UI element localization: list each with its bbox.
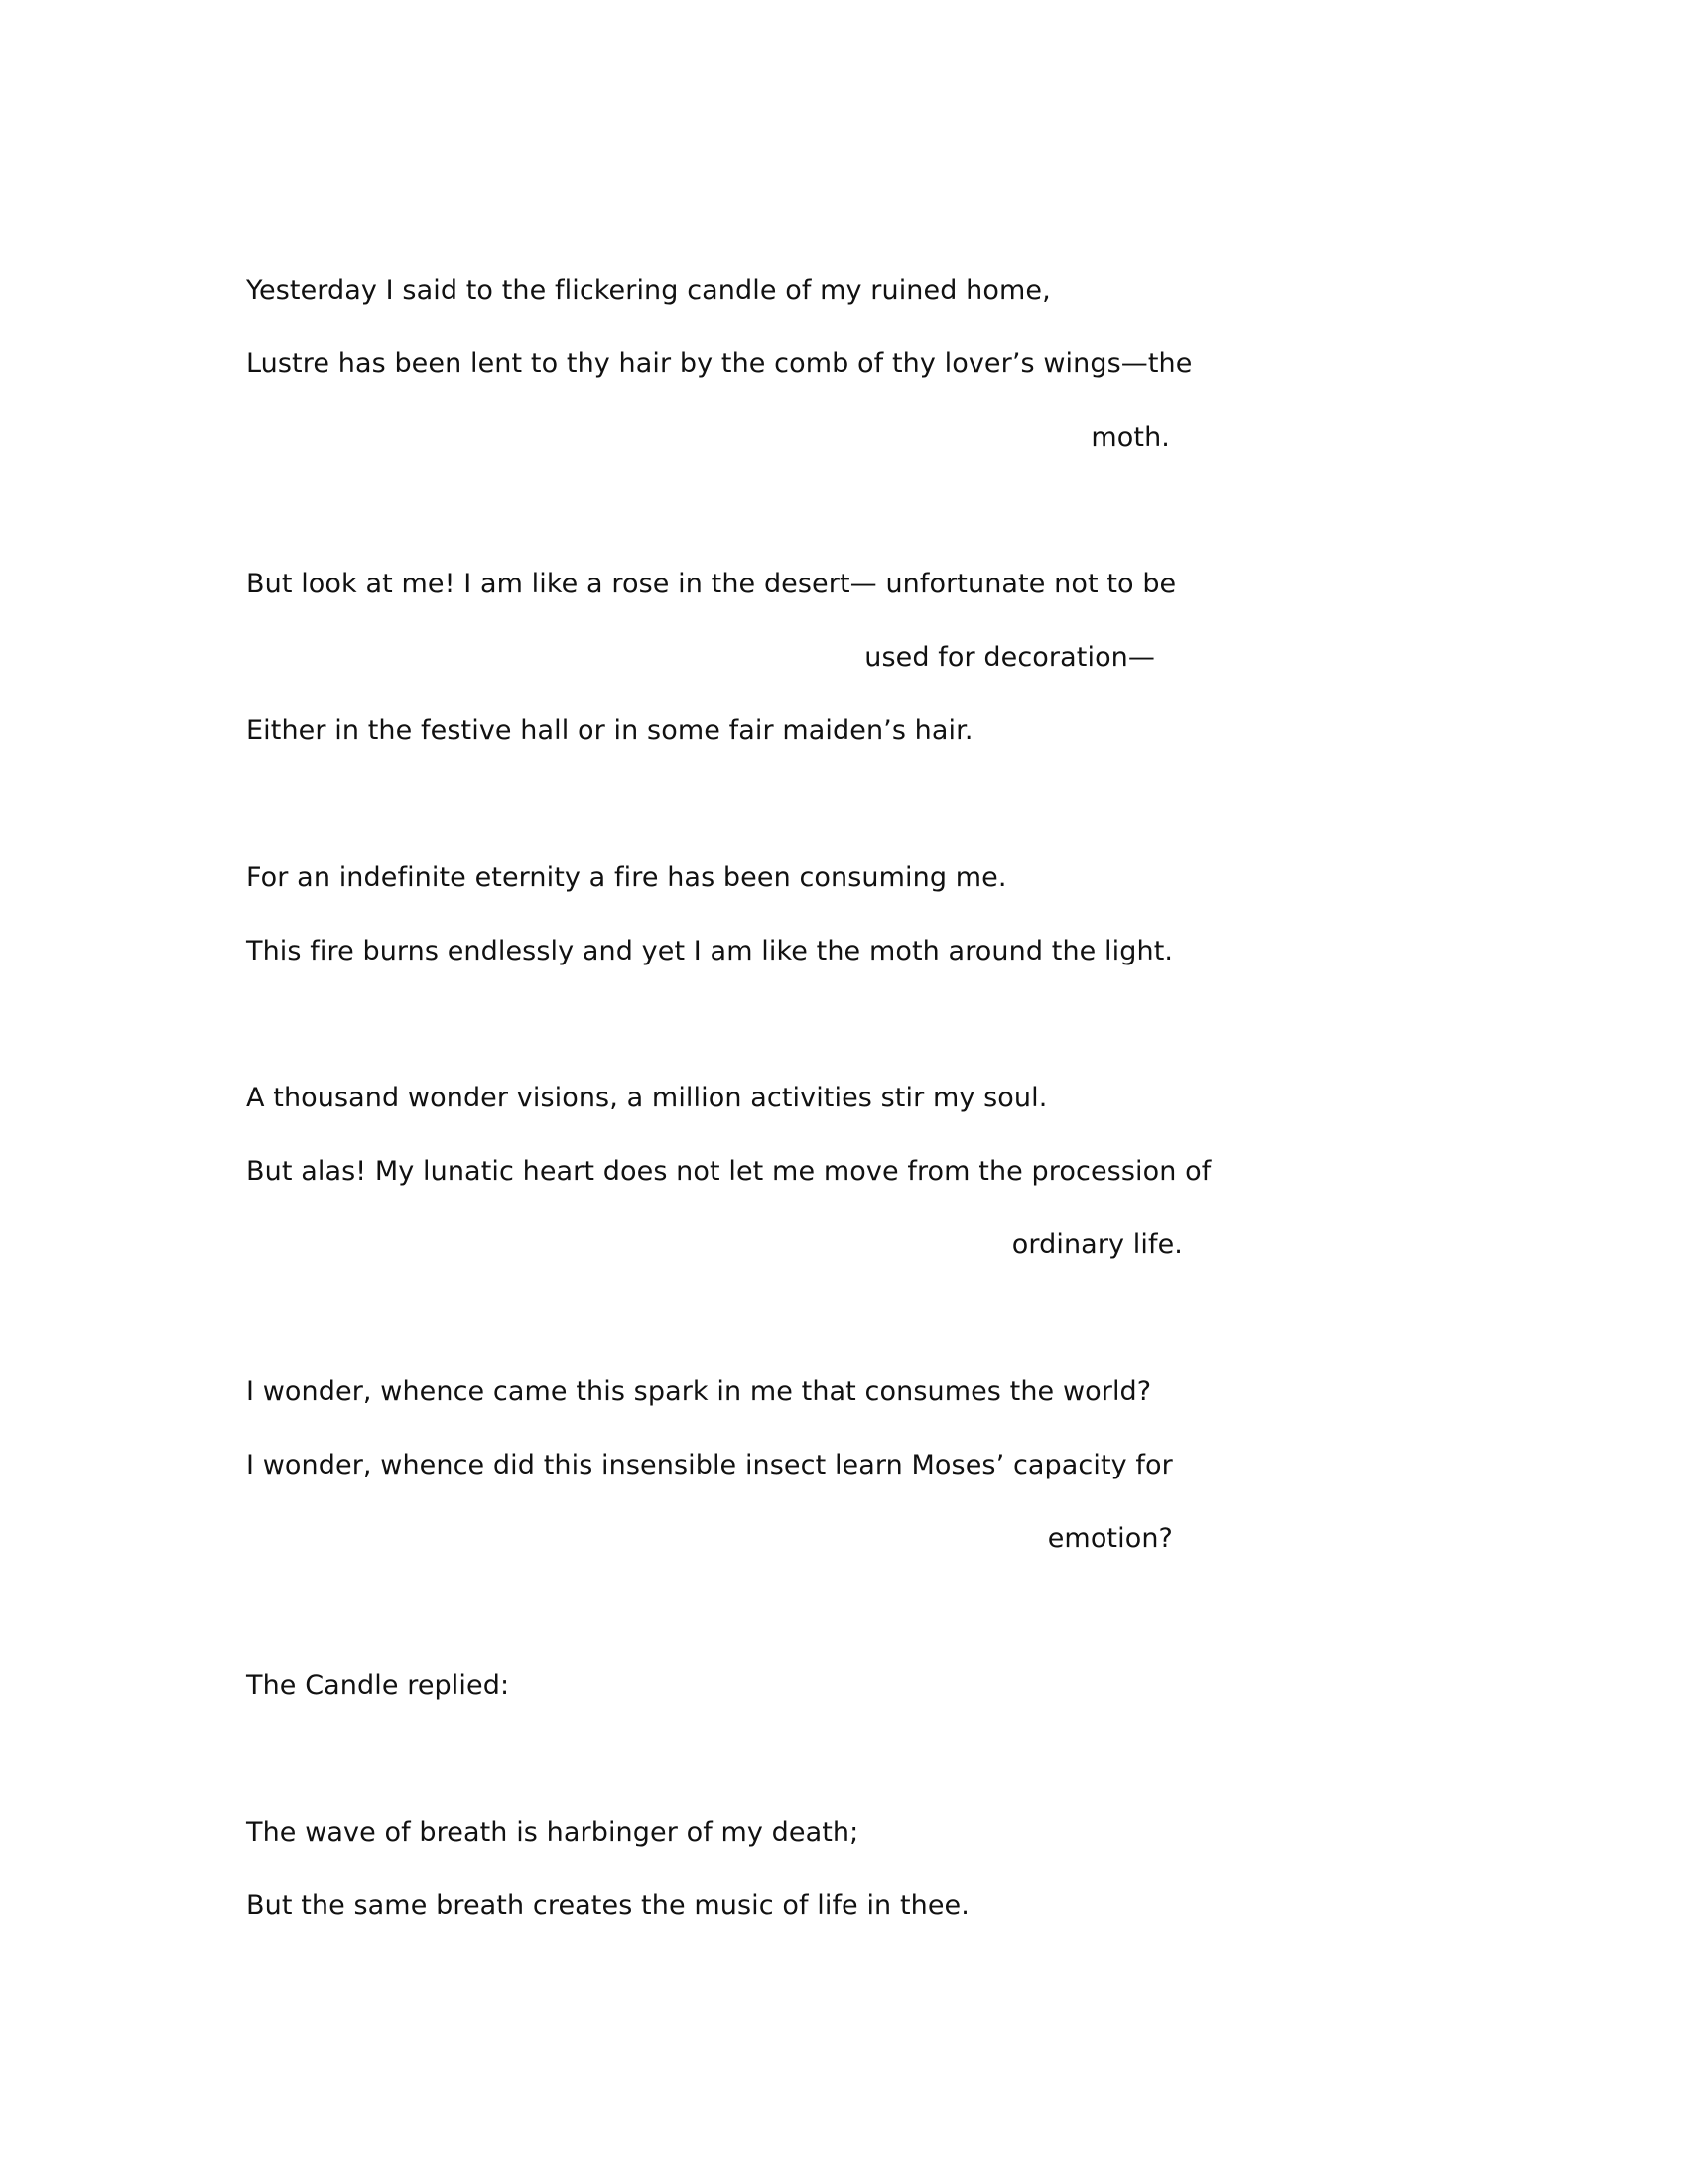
poem-line-continuation: emotion? <box>1047 1523 1173 1554</box>
poem-line: I wonder, whence did this insensible insect learn Moses’ capacity for <box>246 1450 1173 1480</box>
poem-line: The wave of breath is harbinger of my death; <box>246 1817 859 1848</box>
poem-line: A thousand wonder visions, a million activities stir my soul. <box>246 1083 1048 1113</box>
poem-line: Lustre has been lent to thy hair by the comb of thy lover’s wings—the <box>246 348 1193 379</box>
poem-line: But alas! My lunatic heart does not let me move from the procession of <box>246 1156 1212 1187</box>
poem-line: I wonder, whence came this spark in me that consumes the world? <box>246 1376 1152 1407</box>
poem-line-continuation: ordinary life. <box>1011 1229 1183 1260</box>
poem-line: Yesterday I said to the flickering candle of my ruined home, <box>246 275 1051 306</box>
poem-line: Either in the festive hall or in some fair maiden’s hair. <box>246 715 974 746</box>
poem-line: The Candle replied: <box>246 1670 510 1701</box>
poem-line: But look at me! I am like a rose in the desert— unfortunate not to be <box>246 569 1177 599</box>
poem-line-continuation: moth. <box>1091 422 1170 452</box>
poem-line: This fire burns endlessly and yet I am like the moth around the light. <box>246 936 1174 966</box>
poem-line-continuation: used for decoration— <box>864 642 1155 673</box>
poem-line: For an indefinite eternity a fire has been consuming me. <box>246 862 1007 893</box>
poem-line: But the same breath creates the music of life in thee. <box>246 1890 970 1921</box>
